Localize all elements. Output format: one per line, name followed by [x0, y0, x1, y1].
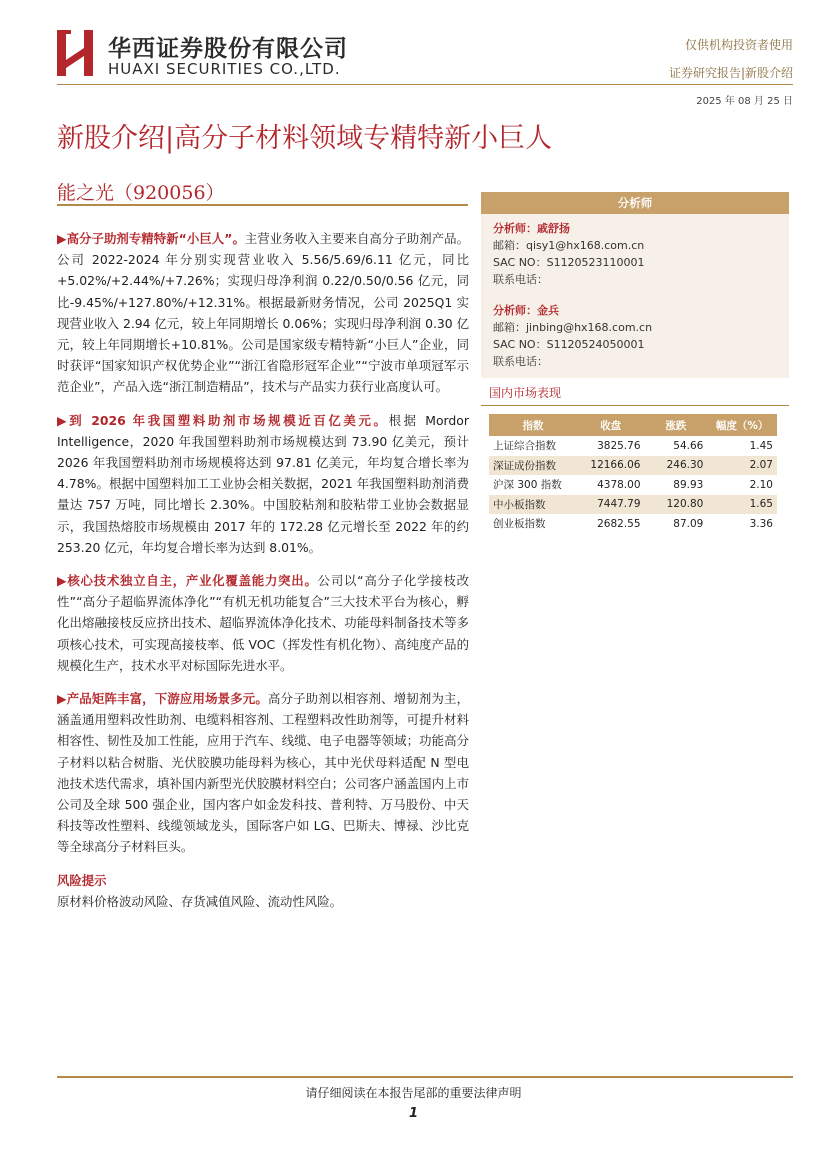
market-table [489, 414, 777, 534]
close-value: 12166.06 [577, 456, 644, 476]
report-type: 证券研究报告|新股介绍 [668, 66, 793, 80]
change-value: 54.66 [645, 436, 708, 456]
section-3 [57, 570, 469, 676]
analyst-card [481, 214, 789, 292]
analyst-email[interactable]: 邮箱：qisy1@hx168.com.cn [493, 239, 645, 252]
table-row [489, 436, 777, 456]
report-date: 2025 年 08 月 25 日 [696, 96, 793, 107]
change-percent: 2.10 [707, 475, 777, 495]
column-header: 收盘 [577, 414, 644, 436]
analyst-name: 分析师：戚舒扬 [493, 222, 570, 235]
close-value: 3825.76 [577, 436, 644, 456]
section-heading: ▶核心技术独立自主，产业化覆盖能力突出。 [57, 573, 318, 589]
change-percent: 1.65 [707, 495, 777, 515]
section-1 [57, 228, 469, 398]
page-title: 新股介绍|高分子材料领域专精特新小巨人 [57, 123, 553, 154]
section-2 [57, 410, 469, 558]
close-value: 2682.55 [577, 514, 644, 534]
change-percent: 2.07 [707, 456, 777, 476]
change-value: 89.93 [645, 475, 708, 495]
footer-disclaimer: 请仔细阅读在本报告尾部的重要法律声明 [305, 1086, 522, 1100]
analyst-sac: SAC NO：S1120523110001 [493, 256, 645, 269]
company-logo [57, 30, 93, 76]
section-heading: ▶到 2026 年我国塑料助剂市场规模近百亿美元。 [57, 412, 389, 428]
footer-divider [57, 1076, 793, 1078]
risk-text: 原材料价格波动风险、存货减值风险、流动性风险。 [57, 893, 342, 909]
change-value: 87.09 [645, 514, 708, 534]
analyst-sac: SAC NO：S1120524050001 [493, 338, 645, 351]
analyst-panel [481, 192, 789, 378]
column-header: 指数 [489, 414, 577, 436]
company-name-en: HUAXI SECURITIES CO.,LTD. [108, 60, 341, 78]
close-value: 7447.79 [577, 495, 644, 515]
market-table-title: 国内市场表现 [481, 384, 789, 406]
table-header-row [489, 414, 777, 436]
column-header: 幅度（%） [707, 414, 777, 436]
change-value: 120.80 [645, 495, 708, 515]
analyst-name: 分析师：金兵 [493, 304, 559, 317]
analyst-phone: 联系电话： [493, 273, 548, 286]
main-content [57, 228, 469, 912]
analyst-card [481, 292, 789, 378]
stock-name: 能之光（920056） [57, 182, 225, 204]
table-row [489, 475, 777, 495]
analyst-phone: 联系电话： [493, 355, 548, 368]
title-divider [57, 204, 468, 206]
section-heading: ▶高分子助剂专精特新“小巨人”。 [57, 231, 245, 246]
section-heading: ▶产品矩阵丰富，下游应用场景多元。 [57, 691, 268, 707]
index-name: 创业板指数 [489, 514, 577, 534]
section-body: 公司以“高分子化学接枝改性”“高分子超临界流体净化”“有机无机功能复合”三大技术平台为核心，孵化出熔融接枝反应挤出技术、超临界流体净化技术、功能母料制备技术等多项核心技术，可实现高接枝率、低 VOC（挥发性有机化物）、高纯度产品的规模化生产，技术水平对标国际先进水平。 [57, 573, 470, 673]
section-body: 主营业务收入主要来自高分子助剂产品。公司 2022-2024 年分别实现营业收入 5.56/5.69/6.11 亿元，同比+5.02%/+2.44%/+7.26%；实现归母净利润 0.22/0.50/0.56 亿元，同比-9.45%/+127.80%/+12.31%。根据最新财务情况，公司 2025Q1 实现营业收入 2.94 亿元，较上年同期增长 0.06%；实现归母净利润 0.30 亿元，较上年同期增长+10.81%。公司是国家级专精特新“小巨人”企业，同时获评“国家知识产权优势企业”“浙江省隐形冠军企业”“宁波市单项冠军示范企业”，产品入选“浙江制造精品”，技术与产品实力获行业高度认可。 [57, 231, 469, 395]
index-name: 中小板指数 [489, 495, 577, 515]
company-name-cn: 华西证券股份有限公司 [108, 36, 348, 62]
index-name: 深证成份指数 [489, 456, 577, 476]
section-body: 根据 Mordor Intelligence，2020 年我国塑料助剂市场规模达到 73.90 亿美元，预计 2026 年我国塑料助剂市场规模将达到 97.81 亿美元，年均复合增长率为 4.78%。根据中国塑料加工工业协会相关数据，2021 年我国塑料助剂消费量达 757 万吨，同比增长 2.30%。中国胶粘剂和胶粘带工业协会数据显示，我国热熔胶市场规模由 2017 年的 172.28 亿元增长至 2022 年的约 253.20 亿元，年均复合增长率为达到 8.01%。 [57, 412, 469, 555]
index-name: 沪深 300 指数 [489, 475, 577, 495]
change-percent: 1.45 [707, 436, 777, 456]
column-header: 涨跌 [645, 414, 708, 436]
close-value: 4378.00 [577, 475, 644, 495]
analyst-email[interactable]: 邮箱：jinbing@hx168.com.cn [493, 321, 653, 334]
table-row [489, 456, 777, 476]
index-name: 上证综合指数 [489, 436, 577, 456]
risk-title: 风险提示 [57, 872, 107, 888]
section-4 [57, 688, 469, 858]
table-row [489, 495, 777, 515]
table-row [489, 514, 777, 534]
change-percent: 3.36 [707, 514, 777, 534]
page-number: 1 [408, 1106, 419, 1121]
analyst-panel-header: 分析师 [481, 192, 789, 214]
audience-note: 仅供机构投资者使用 [684, 38, 793, 52]
change-value: 246.30 [645, 456, 708, 476]
header-divider [57, 84, 793, 85]
section-body: 高分子助剂以相容剂、增韧剂为主，涵盖通用塑料改性助剂、电缆料相容剂、工程塑料改性助剂等，可提升材料相容性、韧性及加工性能，应用于汽车、线缆、电子电器等领域；功能高分子材料以粘合树脂、光伏胶膜功能母料为核心，其中光伏母料适配 N 型电池技术迭代需求，填补国内新型光伏胶膜材料空白；公司客户涵盖国内上市公司及全球 500 强企业，国内客户如金发科技、普利特、万马股份、中天科技等改性塑料、线缆领域龙头，国际客户如 LG、巴斯夫、博禄、沙比克等全球高分子材料巨头。 [57, 691, 470, 855]
